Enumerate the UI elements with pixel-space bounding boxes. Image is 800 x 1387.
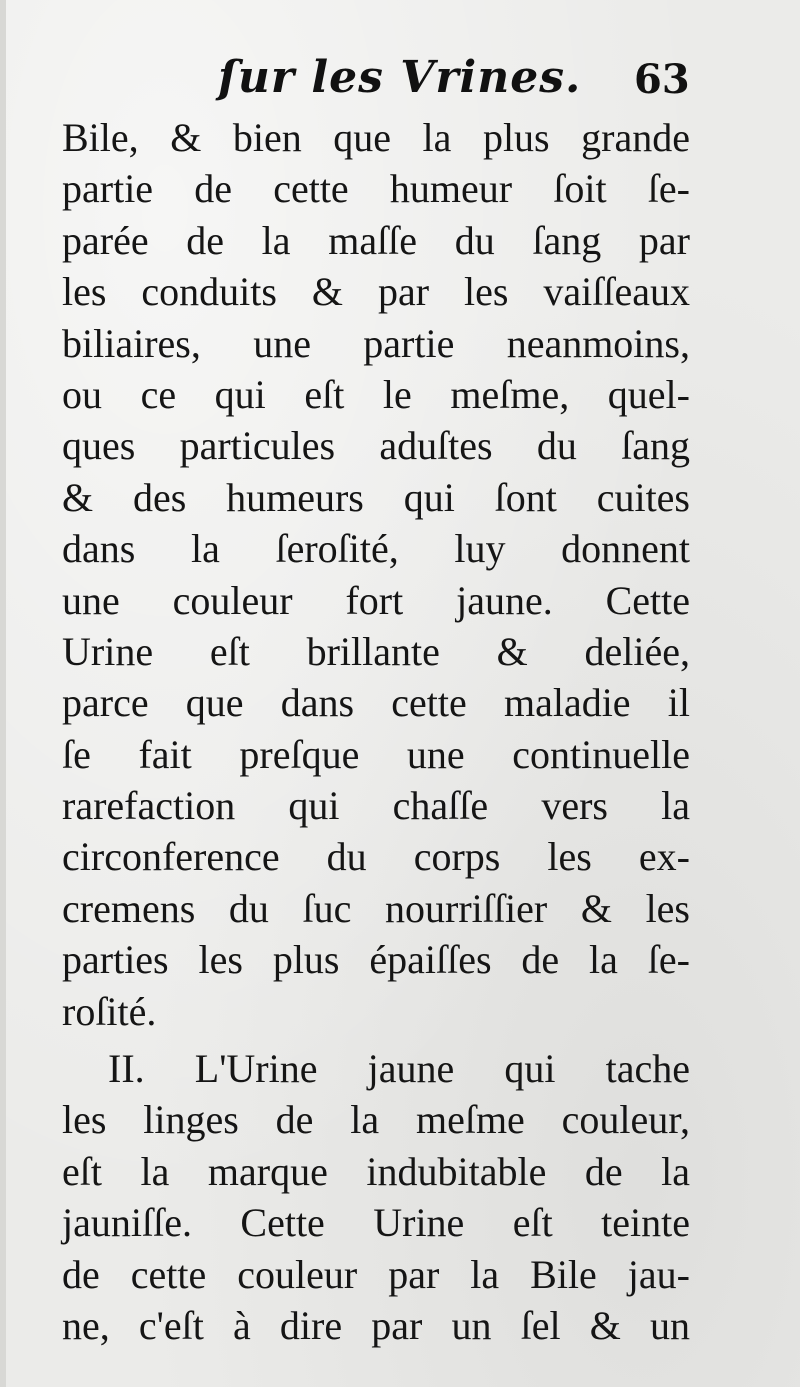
- text-line: une couleur fort jaune. Cette: [62, 577, 690, 623]
- text-line: biliaires, une partie neanmoins,: [62, 320, 690, 366]
- running-title: ſur les Vrines.: [218, 52, 582, 103]
- text-line: Bile, & bien que la plus grande: [62, 115, 690, 160]
- text-line: parée de la maſſe du ſang par: [62, 217, 690, 263]
- text-line: cremens du ſuc nourriſſier & les: [62, 885, 690, 931]
- text-line: & des humeurs qui ſont cuites: [62, 474, 690, 520]
- text-line: circonference du corps les ex-: [62, 834, 690, 880]
- text-line: jauniſſe. Cette Urine eſt teinte: [62, 1200, 690, 1246]
- text-line: parties les plus épaiſſes de la ſe-: [62, 937, 690, 983]
- text-line: parce que dans cette maladie il: [62, 680, 690, 726]
- text-line: ou ce qui eſt le meſme, quel-: [62, 371, 690, 417]
- text-line: les conduits & par les vaiſſeaux: [62, 269, 690, 315]
- text-line: Urine eſt brillante & deliée,: [62, 628, 690, 674]
- text-line: roſité.: [62, 988, 157, 1034]
- text-line: ques particules aduſtes du ſang: [62, 423, 690, 469]
- text-line: dans la ſeroſité, luy donnent: [62, 526, 690, 572]
- text-line: partie de cette humeur ſoit ſe-: [62, 166, 690, 212]
- running-head: [6, 52, 800, 112]
- paragraph-1: [62, 112, 690, 1037]
- text-line: ſe fait preſque une continuelle: [62, 731, 690, 777]
- body-text: [62, 112, 690, 1351]
- paragraph-2: [62, 1043, 690, 1351]
- text-line: eſt la marque indubitable de la: [62, 1148, 690, 1194]
- text-line: rarefaction qui chaſſe vers la: [62, 783, 690, 829]
- text-line: de cette couleur par la Bile jau-: [62, 1251, 690, 1297]
- text-line: II. L'Urine jaune qui tache: [108, 1046, 690, 1092]
- page-number: 63: [634, 56, 690, 103]
- text-line: les linges de la meſme couleur,: [62, 1097, 690, 1143]
- text-line: ne, c'eſt à dire par un ſel & un: [62, 1302, 690, 1348]
